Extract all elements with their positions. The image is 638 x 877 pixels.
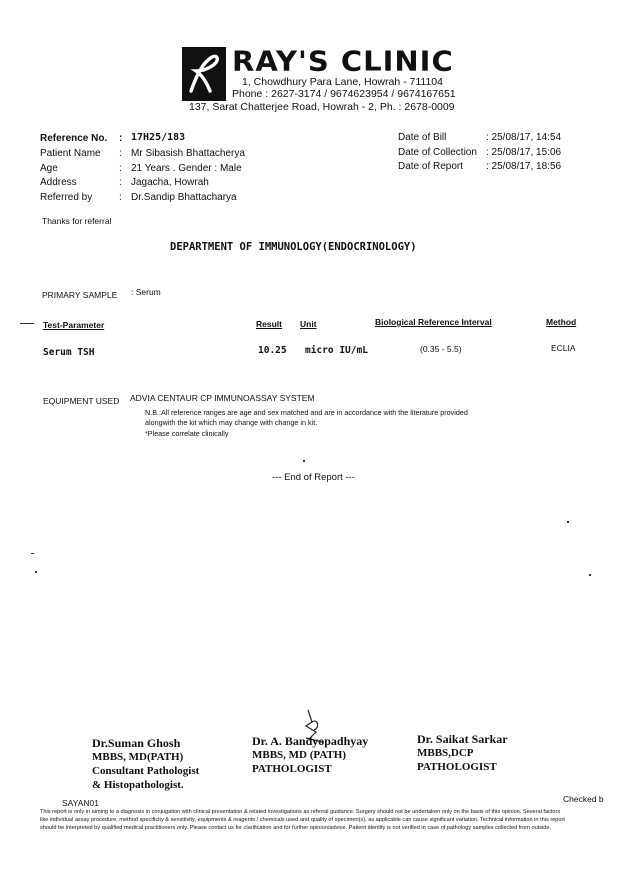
date-of-bill-label: Date of Bill — [398, 132, 447, 143]
date-of-report-value: : 25/08/17, 18:56 — [486, 161, 562, 172]
end-of-report: --- End of Report --- — [272, 472, 355, 483]
equipment-value: ADVIA CENTAUR CP IMMUNOASSAY SYSTEM — [130, 393, 315, 403]
thanks-note: Thanks for referral — [42, 216, 112, 226]
referred-by-label: Referred by — [40, 192, 93, 203]
scan-speck — [35, 571, 37, 573]
patient-name-value: Mr Sibasish Bhattacherya — [131, 148, 245, 159]
row-method: ECLIA — [551, 343, 576, 353]
scan-speck — [303, 460, 305, 462]
primary-sample-value: : Serum — [131, 287, 161, 297]
disclaimer-line3: should be interpreted by qualified medical practitioners only. Please contact us for clarification and for further opinion/advice. Patient identity is not verified in case of pathology samples collected from outside. — [40, 825, 552, 831]
clinic-phone: Phone : 2627-3174 / 9674623954 / 9674167651 — [232, 88, 456, 100]
clinic-logo-icon — [182, 47, 226, 101]
clinic-address-line2: 137, Sarat Chatterjee Road, Howrah - 2, Ph. : 2678-0009 — [189, 101, 455, 113]
row-interval: (0.35 - 5.5) — [420, 344, 462, 354]
age-label: Age — [40, 163, 58, 174]
checked-by: Checked b — [563, 794, 604, 804]
signatory3-name: Dr. Saikat Sarkar — [417, 732, 508, 746]
date-of-collection-label: Date of Collection — [398, 147, 477, 158]
col-header-unit: Unit — [300, 319, 317, 329]
equipment-label: EQUIPMENT USED — [43, 396, 120, 406]
age-sep: : — [119, 163, 122, 174]
signatory1-title: Consultant Pathologist — [92, 765, 200, 777]
reference-label: Reference No. — [40, 133, 108, 144]
note-line2: alongwith the kit which may change with change in kit. — [145, 418, 318, 427]
signatory1-degree: MBBS, MD(PATH) — [92, 751, 184, 763]
margin-mark — [20, 323, 34, 324]
scan-speck — [589, 574, 591, 576]
col-header-method: Method — [546, 317, 577, 327]
primary-sample-label: PRIMARY SAMPLE — [42, 290, 118, 300]
patient-name-label: Patient Name — [40, 148, 101, 159]
note-line1: N.B.:All reference ranges are age and sex matched and are in accordance with the literature provided — [145, 408, 468, 417]
address-value: Jagacha, Howrah — [131, 177, 209, 188]
signatory2-title: PATHOLOGIST — [252, 763, 332, 775]
col-header-interval: Biological Reference Interval — [375, 317, 492, 327]
referred-by-value: Dr.Sandip Bhattacharya — [131, 192, 237, 203]
reference-value: 17H25/183 — [131, 132, 186, 143]
row-parameter: Serum TSH — [43, 347, 95, 358]
disclaimer-line2: like individual assay procedure, method specificity & sensitivity, equipments & reagents / chemicals used and quality of specimen(s), as applicable can cause significant variation. Technical information in this report — [40, 817, 565, 823]
referred-by-sep: : — [119, 192, 122, 203]
clinic-address-line1: 1, Chowdhury Para Lane, Howrah - 711104 — [242, 76, 443, 88]
reference-sep: : — [119, 133, 123, 144]
signatory1-title2: & Histopathologist. — [92, 779, 184, 791]
signatory2-degree: MBBS, MD (PATH) — [252, 749, 346, 761]
col-header-parameter: Test-Parameter — [43, 320, 105, 330]
signatory1-name: Dr.Suman Ghosh — [92, 736, 181, 750]
clinic-name: RAY'S CLINIC — [232, 44, 454, 78]
disclaimer-line1: This report is only in aiming to a diagnosis in conjugation with clinical presentation & related investigations as referral guidance. Surgery should not be undertaken only on the basis of this opinion. Several factors — [40, 809, 561, 815]
row-unit: micro IU/mL — [305, 345, 368, 356]
date-of-collection-value: : 25/08/17, 15:06 — [486, 147, 562, 158]
address-label: Address — [40, 177, 77, 188]
scan-speck — [567, 521, 569, 523]
col-header-result: Result — [256, 319, 282, 329]
note-line3: *Please correlate clinically — [145, 429, 229, 438]
date-of-report-label: Date of Report — [398, 161, 464, 172]
operator-id: SAYAN01 — [62, 798, 100, 808]
scan-speck — [31, 553, 34, 554]
age-gender-value: 21 Years . Gender : Male — [131, 163, 242, 174]
date-of-bill-value: : 25/08/17, 14:54 — [486, 132, 562, 143]
patient-name-sep: : — [119, 148, 122, 159]
signatory3-degree: MBBS,DCP — [417, 747, 474, 759]
row-result: 10.25 — [258, 345, 287, 356]
signatory3-title: PATHOLOGIST — [417, 761, 497, 773]
signatory2-name: Dr. A. Bandyopadhyay — [252, 734, 369, 748]
address-sep: : — [119, 177, 122, 188]
department-title: DEPARTMENT OF IMMUNOLOGY(ENDOCRINOLOGY) — [170, 241, 417, 253]
